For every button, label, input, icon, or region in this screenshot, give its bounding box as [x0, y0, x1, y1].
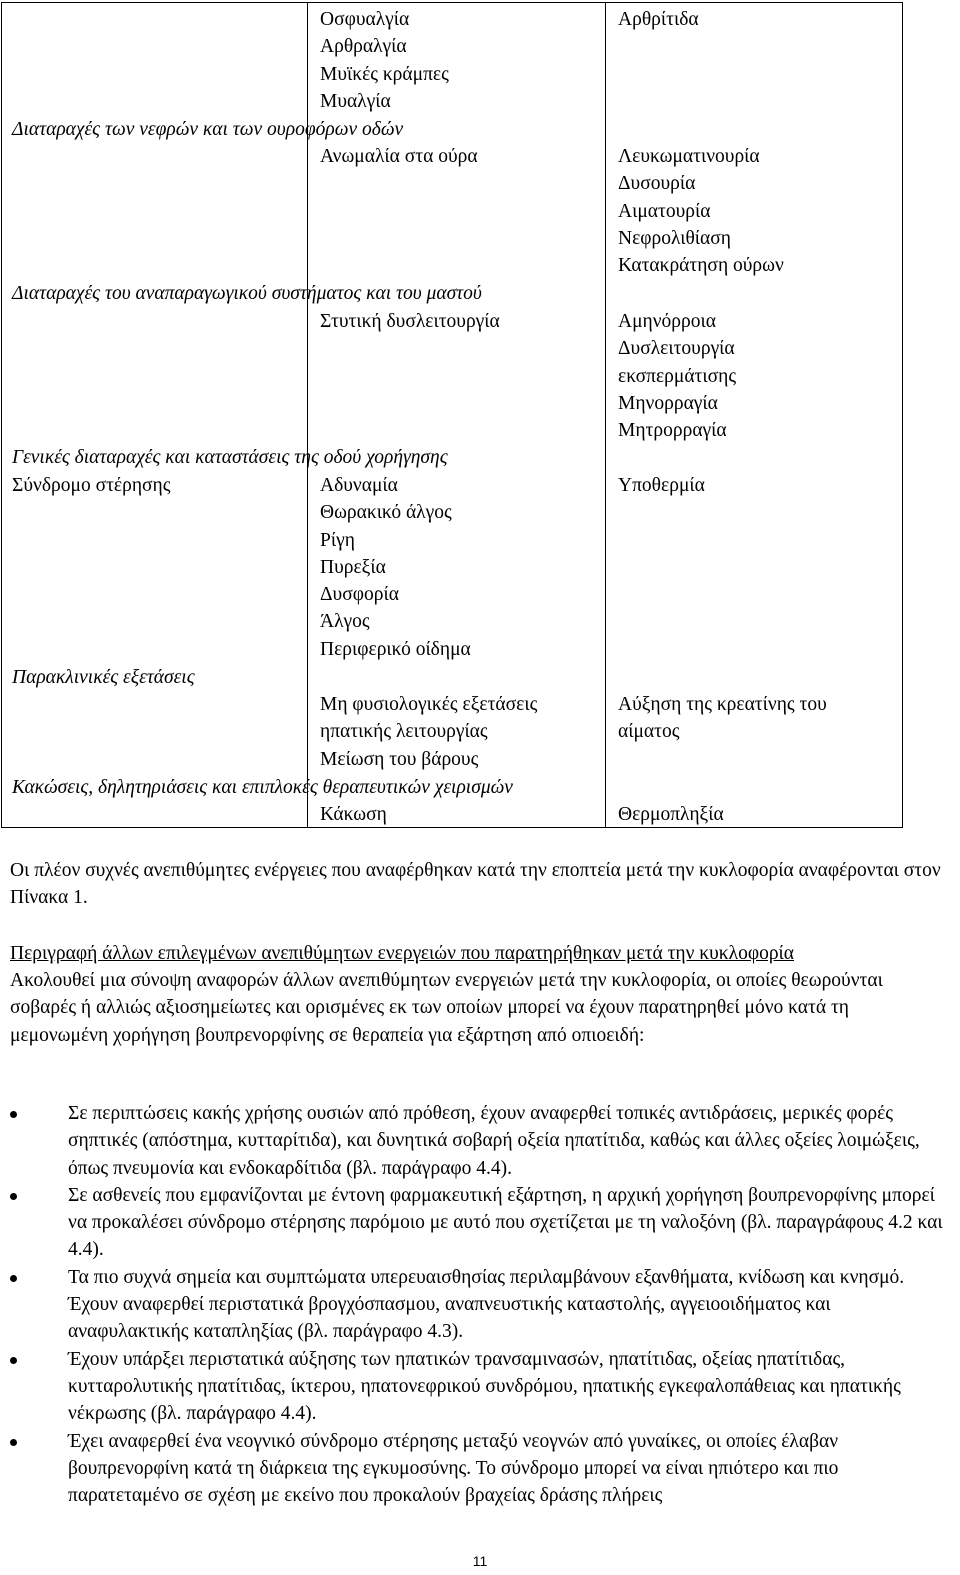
table-cell-col3: Αμηνόρροια Δυσλειτουργία εκσπερμάτισης Μηνορραγία Μητρορραγία: [618, 311, 737, 442]
intro-paragraph: Οι πλέον συχνές ανεπιθύμητες ενέργειες που αναφέρθηκαν κατά την εποπτεία μετά την κυκλοφορία αναφέρονται στον Πίνακα 1.: [10, 860, 941, 909]
section-paragraph: Ακολουθεί μια σύνοψη αναφορών άλλων ανεπιθύμητων ενεργειών μετά την κυκλοφορία, οι οποίες θεωρούνται σοβαρές ή αλλιώς αξιοσημείωτες και ορισμένες εκ των οποίων μπορεί να έχουν παρατηρηθεί μόνο κατά τη μεμονωμένη χορήγηση βουπρενορφίνης σε θεραπεία για εξάρτηση από οπιοειδή:: [10, 970, 883, 1046]
list-item: Έχουν υπάρξει περιστατικά αύξησης των ηπατικών τρανσαμινασών, ηπατίτιδας, οξείας ηπατίτιδας, κυτταρολυτικής ηπατίτιδας, ίκτερου, ηπατονεφρικού συνδρόμου, ηπατικής εγκεφαλοπάθειας και ηπατικής νέκρωσης (βλ. παράγραφο 4.4).: [10, 1346, 945, 1428]
table-cell-col2: Οσφυαλγία Αρθραλγία Μυϊκές κράμπες Μυαλγία: [320, 9, 449, 112]
table-cell-col3: Αύξηση της κρεατίνης του αίματος: [618, 694, 827, 743]
section-heading: Περιγραφή άλλων επιλεγμένων ανεπιθύμητων ενεργειών που παρατηρήθηκαν μετά την κυκλοφορία: [10, 943, 795, 964]
table-cell-col3: Θερμοπληξία: [618, 804, 724, 825]
table-cell-col1: Σύνδρομο στέρησης: [12, 475, 171, 496]
bullet-icon: [10, 1275, 17, 1282]
table-cell-col2: Αδυναμία Θωρακικό άλγος Ρίγη Πυρεξία Δυσφορία Άλγος Περιφερικό οίδημα: [320, 475, 471, 660]
list-item: Τα πιο συχνά σημεία και συμπτώματα υπερευαισθησίας περιλαμβάνουν εξανθήματα, κνίδωση και κνησμό. Έχουν αναφερθεί περιστατικά βρογχόσπασμου, αναπνευστικής καταστολής, αγγειοοιδήματος και αναφυλακτικής καταπληξίας (βλ. παράγραφο 4.3).: [10, 1264, 945, 1346]
table-cell-col2: Μη φυσιολογικές εξετάσεις ηπατικής λειτουργίας Μείωση του βάρους: [320, 694, 538, 770]
table-cell-col2: Κάκωση: [320, 804, 387, 825]
table-section-title: Γενικές διαταραχές και καταστάσεις της οδού χορήγησης: [12, 447, 448, 468]
table-cell-col2: Ανωμαλία στα ούρα: [320, 146, 478, 167]
bullet-list: [10, 1100, 945, 1509]
bullet-icon: [10, 1439, 17, 1446]
table-section-title: Κακώσεις, δηλητηριάσεις και επιπλοκές θεραπευτικών χειρισμών: [12, 777, 513, 798]
list-item: Σε ασθενείς που εμφανίζονται με έντονη φαρμακευτική εξάρτηση, η αρχική χορήγηση βουπρενορφίνης μπορεί να προκαλέσει σύνδρομο στέρησης παρόμοιο με αυτό που σχετίζεται με τη ναλοξόνη (βλ. παραγράφους 4.2 και 4.4).: [10, 1182, 945, 1264]
list-item: Έχει αναφερθεί ένα νεογνικό σύνδρομο στέρησης μεταξύ νεογνών από γυναίκες, οι οποίες έλαβαν βουπρενορφίνη κατά τη διάρκεια της εγκυμοσύνης. Το σύνδρομο μπορεί να είναι ηπιότερο και πιο παρατεταμένο σε σχέση με εκείνο που προκαλούν βραχείας δράσης πλήρεις: [10, 1428, 945, 1510]
table-cell-col2: Στυτική δυσλειτουργία: [320, 311, 500, 332]
adverse-reactions-table: [1, 2, 903, 828]
table-cell-col3: Αρθρίτιδα: [618, 9, 699, 30]
table-section-title: Διαταραχές του αναπαραγωγικού συστήματος και του μαστού: [12, 283, 482, 304]
table-cell-col3: Υποθερμία: [618, 475, 705, 496]
table-cell-col3: Λευκωματινουρία Δυσουρία Αιματουρία Νεφρολιθίαση Κατακράτηση ούρων: [618, 146, 784, 277]
table-section-title: Διαταραχές των νεφρών και των ουροφόρων οδών: [12, 119, 404, 140]
table-column-divider: [605, 3, 606, 827]
table-section-title: Παρακλινικές εξετάσεις: [12, 667, 195, 688]
list-item: Σε περιπτώσεις κακής χρήσης ουσιών από πρόθεση, έχουν αναφερθεί τοπικές αντιδράσεις, μερικές φορές σηπτικές (απόστημα, κυτταρίτιδα), και δυνητικά σοβαρή οξεία ηπατίτιδα, καθώς και άλλες οξείες λοιμώξεις, όπως πνευμονία και ενδοκαρδίτιδα (βλ. παράγραφο 4.4).: [10, 1100, 945, 1182]
page-number: 11: [472, 1553, 488, 1569]
bullet-icon: [10, 1193, 17, 1200]
bullet-icon: [10, 1357, 17, 1364]
bullet-icon: [10, 1111, 17, 1118]
